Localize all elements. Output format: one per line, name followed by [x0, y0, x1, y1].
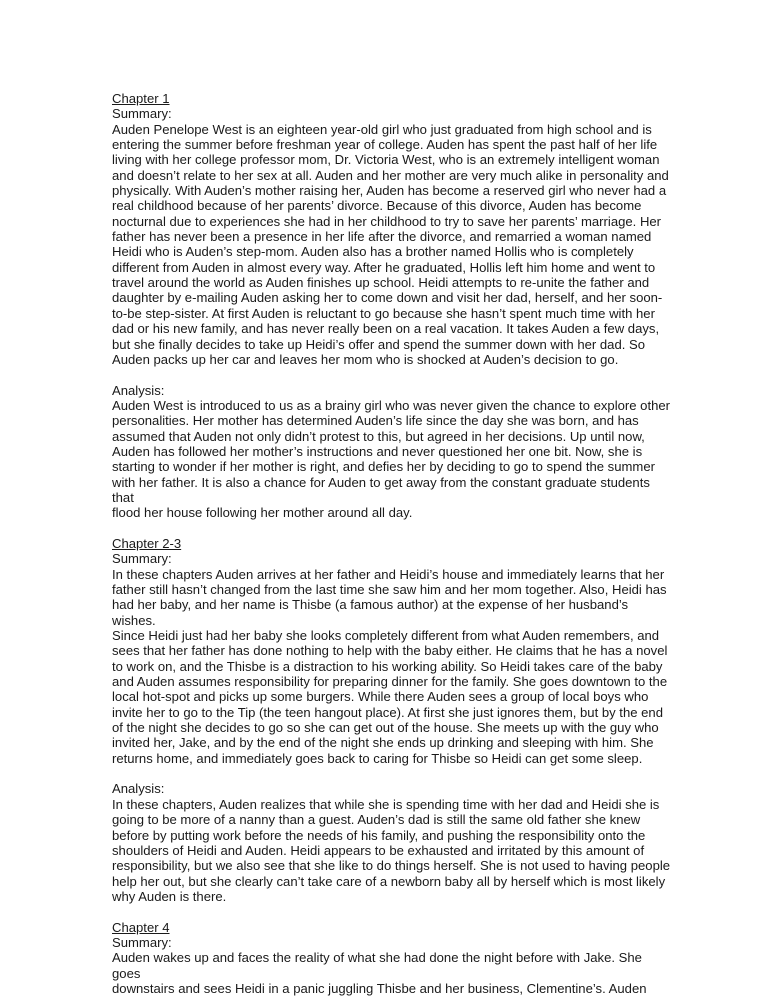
block-label: Analysis: — [112, 382, 165, 398]
text-line: of the night she decides to go so she can get out of the house. She meets up with the guy who — [112, 720, 659, 736]
text-line: assumed that Auden not only didn’t protest to this, but agreed in her decisions. Up until now, — [112, 428, 645, 444]
text-line: father still hasn’t changed from the last time she saw him and her mom together. Also, Heidi has — [112, 582, 667, 597]
paragraph — [112, 398, 672, 521]
text-line: shoulders of Heidi and Auden. Heidi appears to be exhausted and irritated by this amount of — [112, 842, 645, 858]
text-line: personalities. Her mother has determined Auden’s life since the day she was born, and has — [112, 413, 639, 429]
analysis-block — [112, 383, 672, 521]
document-page — [112, 91, 672, 996]
text-line: going to be more of a nanny than a guest. Auden’s dad is still the same old father she knew — [112, 812, 641, 828]
block-label: Summary: — [112, 106, 172, 122]
text-line: Auden wakes up and faces the reality of what she had done the night before with Jake. She goes — [112, 950, 642, 981]
text-line: local hot-spot and picks up some burgers. While there Auden sees a group of local boys who — [112, 689, 649, 705]
text-line: returns home, and immediately goes back to caring for Thisbe so Heidi can get some sleep. — [112, 750, 643, 766]
text-line: flood her house following her mother around all day. — [112, 505, 413, 521]
text-line: help her out, but she clearly can’t take care of a newborn baby all by herself which is most likely — [112, 873, 666, 889]
text-line: living with her college professor mom, Dr. Victoria West, who is an extremely intelligent woman — [112, 152, 660, 168]
text-line: with her father. It is also a chance for Auden to get away from the constant graduate students that — [112, 474, 650, 505]
text-line: responsibility, but we also see that she like to do things herself. She is not used to having people — [112, 858, 671, 874]
text-line: daughter by e-mailing Auden asking her to come down and visit her dad, herself, and her soon- — [112, 290, 663, 306]
text-line: and doesn’t relate to her sex at all. Auden and her mother are very much alike in personality and — [112, 167, 669, 183]
text-line: starting to wonder if her mother is right, and defies her by deciding to go to spend the summer — [112, 459, 655, 475]
text-line: father has never been a presence in her life after the divorce, and remarried a woman named — [112, 229, 652, 245]
text-line: Auden packs up her car and leaves her mom who is shocked at Auden’s decision to go. — [112, 351, 619, 367]
summary-block — [112, 106, 672, 367]
text-line: real childhood because of her parents’ divorce. Because of this divorce, Auden has become — [112, 198, 642, 214]
paragraph — [112, 567, 672, 766]
text-line: Since Heidi just had her baby she looks completely different from what Auden remembers, and — [112, 628, 660, 644]
text-line: invite her to go to the Tip (the teen hangout place). At first she just ignores them, but by the end — [112, 704, 663, 720]
text-line: had her baby, and her name is Thisbe (a famous author) at the expense of her husband’s wishes. — [112, 597, 629, 628]
block-label: Summary: — [112, 551, 172, 567]
text-line: physically. With Auden’s mother raising her, Auden has become a reserved girl who never had a — [112, 183, 667, 199]
text-line: travel around the world as Auden finishes up school. Heidi attempts to re-unite the father and — [112, 275, 650, 291]
text-line: dad or his new family, and has never really been on a real vacation. It takes Auden a few days, — [112, 321, 660, 337]
summary-block — [112, 935, 672, 996]
chapter-heading: Chapter 1 — [112, 91, 170, 106]
text-line: but she finally decides to take up Heidi’s offer and spend the summer down with her dad. So — [112, 336, 646, 352]
text-line: invited her, Jake, and by the end of the night she ends up drinking and sleeping with him. She — [112, 735, 654, 751]
chapter-heading: Chapter 4 — [112, 919, 170, 935]
text-line: nocturnal due to experiences she had in her childhood to try to save her parents’ marriage. Her — [112, 213, 662, 229]
text-line: In these chapters Auden arrives at her father and Heidi’s house and immediately learns that her — [112, 566, 665, 582]
paragraph — [112, 950, 672, 996]
text-line: and Auden assumes responsibility for preparing dinner for the family. She goes downtown to the — [112, 674, 668, 690]
text-line: Heidi who is Auden’s step-mom. Auden also has a brother named Hollis who is completely — [112, 244, 634, 260]
text-line: to work on, and the Thisbe is a distraction to his working ability. So Heidi takes care of the baby — [112, 658, 663, 674]
paragraph — [112, 797, 672, 904]
text-line: to-be step-sister. At first Auden is reluctant to go because she hasn’t spent much time with her — [112, 305, 655, 321]
analysis-block — [112, 781, 672, 904]
text-line: entering the summer before freshman year of college. Auden has spent the past half of her life — [112, 137, 658, 153]
paragraph — [112, 122, 672, 368]
text-line: downstairs and sees Heidi in a panic juggling Thisbe and her business, Clementine’s. Auden — [112, 980, 647, 996]
chapter-heading: Chapter 2-3 — [112, 535, 182, 551]
text-line: before by putting work before the needs of his family, and pushing the responsibility onto the — [112, 827, 646, 843]
block-label: Analysis: — [112, 781, 165, 797]
text-line: Auden West is introduced to us as a brainy girl who was never given the chance to explore other — [112, 397, 671, 413]
text-line: different from Auden in almost every way. After he graduated, Hollis left him home and went to — [112, 259, 656, 275]
text-line: sees that her father has done nothing to help with the baby either. He claims that he has a novel — [112, 643, 668, 659]
text-line: Auden Penelope West is an eighteen year-old girl who just graduated from high school and is — [112, 121, 652, 137]
block-label: Summary: — [112, 934, 172, 950]
text-line: In these chapters, Auden realizes that while she is spending time with her dad and Heidi she is — [112, 796, 660, 812]
summary-block — [112, 551, 672, 766]
text-line: why Auden is there. — [112, 888, 227, 904]
text-line: Auden has followed her mother’s instructions and never questioned her one bit. Now, she is — [112, 443, 643, 459]
